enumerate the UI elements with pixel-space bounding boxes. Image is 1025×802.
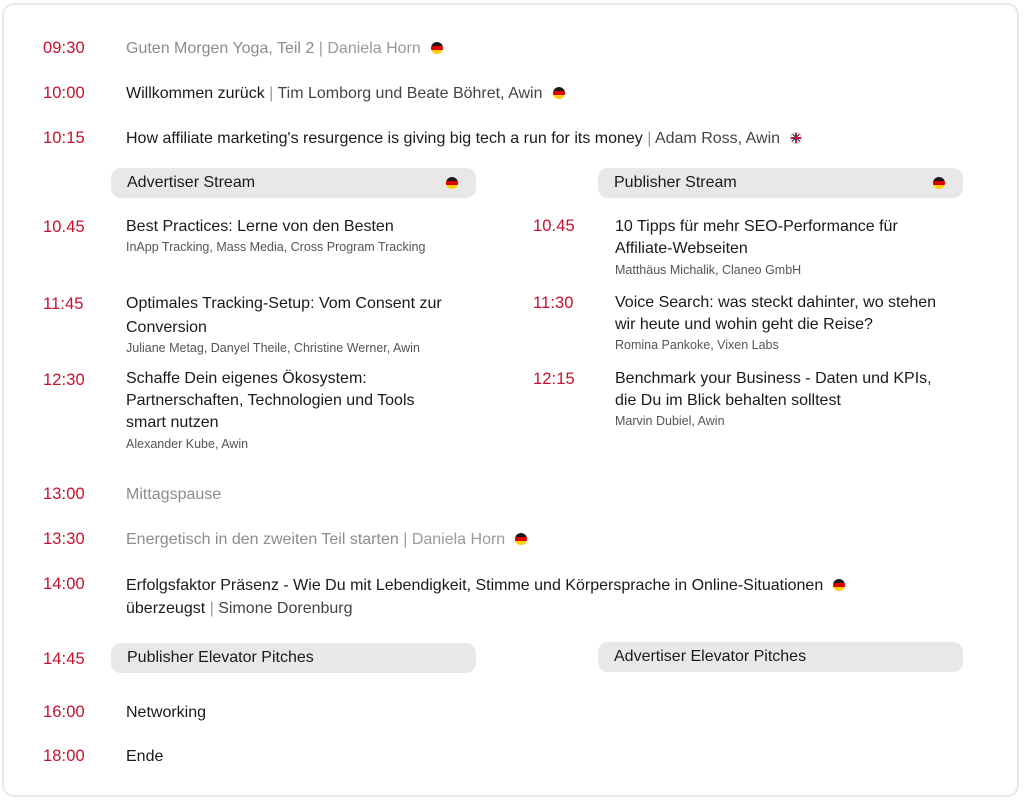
session-subtitle: Matthäus Michalik, Claneo GmbH	[615, 263, 802, 277]
session-time: 13:00	[43, 485, 85, 503]
session-title: Ende	[126, 748, 164, 765]
de-flag-icon	[833, 579, 845, 591]
session-speaker: Simone Dorenburg	[218, 600, 353, 617]
session-title	[126, 368, 415, 434]
session-title-line: smart nutzen	[126, 414, 219, 431]
session-title	[126, 216, 394, 238]
session-title-line: Partnerschaften, Technologien und Tools	[126, 392, 415, 409]
separator: |	[269, 85, 274, 102]
session-time: 12:30	[43, 371, 85, 389]
session-speaker: Adam Ross, Awin	[654, 130, 781, 147]
session-time: 11:45	[43, 295, 84, 313]
pitches-label: Publisher Elevator Pitches	[127, 649, 314, 666]
session-title	[615, 368, 932, 412]
session-speaker: Daniela Horn	[411, 531, 506, 548]
session-time: 14:00	[43, 575, 85, 593]
session-title-line: wir heute und wohin geht die Reise?	[615, 316, 873, 333]
session-time: 18:00	[43, 747, 85, 765]
session-title-line: Schaffe Dein eigenes Ökosystem:	[126, 370, 367, 387]
session-subtitle: Juliane Metag, Danyel Theile, Christine Werner, Awin	[126, 341, 420, 355]
session-title-line: Best Practices: Lerne von den Besten	[126, 218, 394, 235]
session-title-text: Energetisch in den zweiten Teil starten	[126, 531, 399, 548]
session-title-line: Voice Search: was steckt dahinter, wo stehen	[615, 294, 937, 311]
session-subtitle: Marvin Dubiel, Awin	[615, 414, 725, 428]
session-title-line	[126, 574, 845, 597]
session-title: Networking	[126, 704, 207, 721]
de-flag-icon	[515, 533, 527, 545]
session-title-line	[126, 597, 845, 620]
session-title	[615, 216, 898, 260]
session-title-text: überzeugst	[126, 600, 206, 617]
separator: |	[209, 600, 214, 617]
session-time: 13:30	[43, 530, 85, 548]
session-subtitle: InApp Tracking, Mass Media, Cross Program Tracking	[126, 240, 426, 254]
separator: |	[647, 130, 652, 147]
publisher-pitches-header	[111, 643, 476, 673]
pitches-time: 14:45	[43, 650, 85, 668]
session-subtitle: Romina Pankoke, Vixen Labs	[615, 338, 779, 352]
session-title	[126, 574, 845, 620]
session-title-line: Affiliate-Webseiten	[615, 240, 748, 257]
session-title	[126, 292, 442, 340]
de-flag-icon	[553, 87, 565, 99]
session-time: 11:30	[533, 294, 574, 312]
session-title	[615, 292, 936, 336]
stream-label: Publisher Stream	[614, 174, 737, 191]
advertiser-pitches-header	[598, 642, 963, 672]
session-title-text: Willkommen zurück	[126, 85, 265, 102]
session-time: 16:00	[43, 703, 85, 721]
separator: |	[318, 40, 323, 57]
session-title-line: Conversion	[126, 319, 207, 336]
de-flag-icon	[431, 42, 443, 54]
separator: |	[403, 531, 408, 548]
session-title-line: Optimales Tracking-Setup: Vom Consent zur	[126, 295, 442, 312]
session-title-text: Guten Morgen Yoga, Teil 2	[126, 40, 315, 57]
de-flag-icon	[933, 177, 945, 189]
session-title-text: How affiliate marketing's resurgence is giving big tech a run for its money	[126, 130, 643, 147]
session-title	[126, 38, 443, 60]
pitches-label: Advertiser Elevator Pitches	[614, 648, 807, 665]
session-title	[126, 83, 565, 105]
publisher-stream-header	[598, 168, 963, 198]
session-title-line: die Du im Blick behalten solltest	[615, 392, 841, 409]
session-time: 10:15	[43, 129, 85, 147]
session-title: Mittagspause	[126, 486, 222, 503]
session-title	[126, 128, 802, 150]
uk-flag-icon	[790, 132, 802, 144]
session-time: 10.45	[43, 218, 85, 236]
session-subtitle: Alexander Kube, Awin	[126, 437, 249, 451]
stream-label: Advertiser Stream	[127, 174, 256, 191]
advertiser-stream-header	[111, 168, 476, 198]
session-title-line: 10 Tipps für mehr SEO-Performance für	[615, 218, 898, 235]
session-title-text: Erfolgsfaktor Präsenz - Wie Du mit Lebendigkeit, Stimme und Körpersprache in Online-Situationen	[126, 577, 824, 594]
session-time: 10.45	[533, 217, 575, 235]
session-title-line: Benchmark your Business - Daten und KPIs,	[615, 370, 932, 387]
session-time: 09:30	[43, 39, 85, 57]
session-title	[126, 529, 527, 551]
session-speaker: Tim Lomborg und Beate Böhret, Awin	[277, 85, 543, 102]
session-time: 12:15	[533, 370, 575, 388]
session-time: 10:00	[43, 84, 85, 102]
de-flag-icon	[446, 177, 458, 189]
session-speaker: Daniela Horn	[327, 40, 421, 57]
